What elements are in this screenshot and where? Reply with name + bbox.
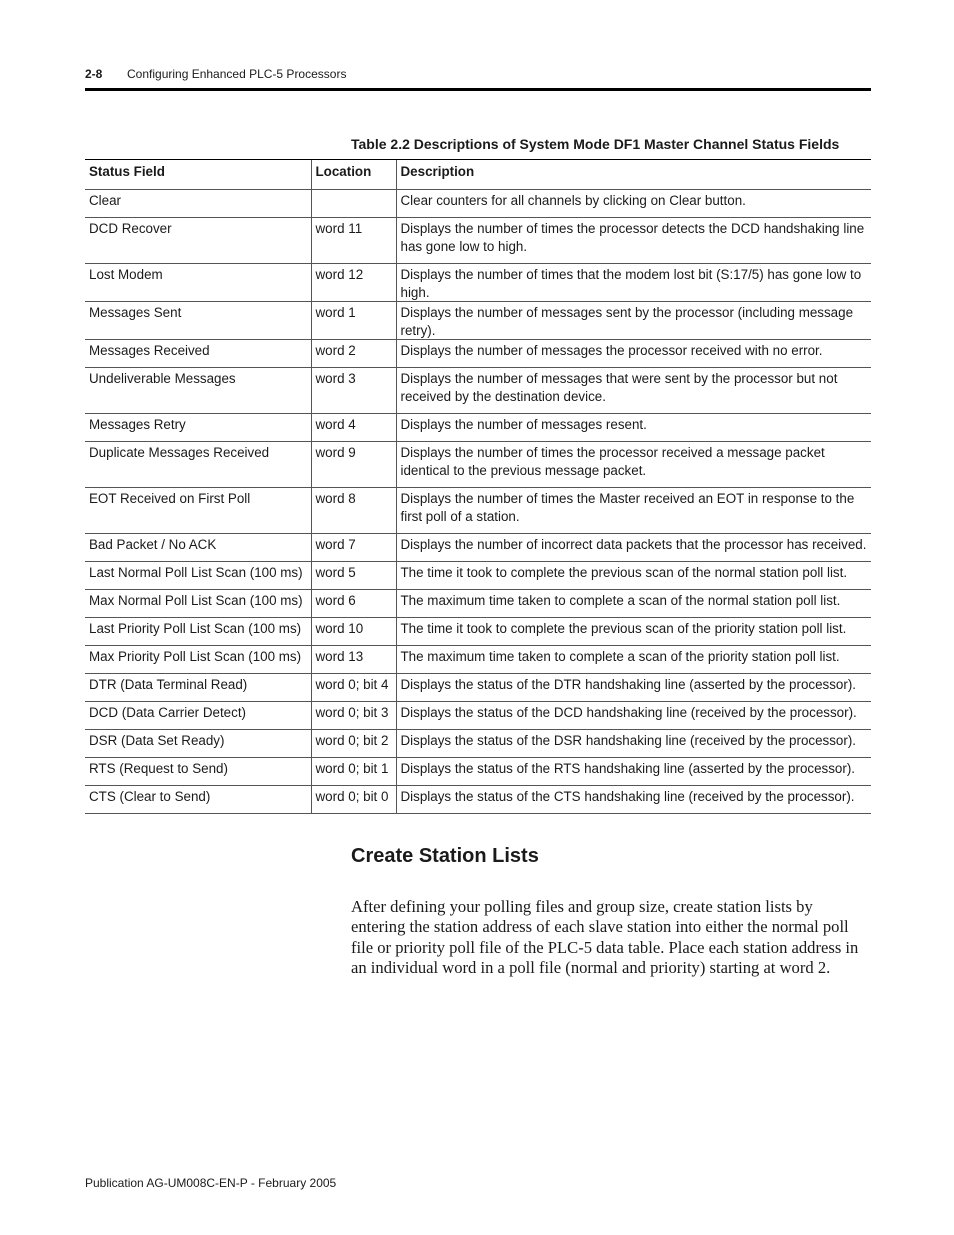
table-header-row [85,160,871,190]
description-cell: The maximum time taken to complete a scan of the normal station poll list. [396,590,871,618]
status-fields-table [85,159,871,814]
location-cell: word 0; bit 0 [311,786,396,814]
table-row [85,488,871,534]
table-row [85,442,871,488]
location-cell: word 0; bit 1 [311,758,396,786]
body-paragraph: After defining your polling files and group size, create station lists by entering the station address of each slave station into either the normal poll file or priority poll file of the PLC-5 data table. Place each station address in an individual word in a poll file (normal and priority) starting at word 2. [351,897,859,977]
table-row [85,302,871,340]
description-cell: The time it took to complete the previous scan of the priority station poll list. [396,618,871,646]
location-cell: word 11 [311,218,396,264]
status-field-cell: Last Normal Poll List Scan (100 ms) [85,562,311,590]
description-cell: Displays the number of incorrect data packets that the processor has received. [396,534,871,562]
table-row [85,264,871,302]
column-header-location: Location [311,160,396,190]
column-header-description: Description [396,160,871,190]
page-footer: Publication AG-UM008C-EN-P - February 2005 [85,1176,337,1190]
status-field-cell: Last Priority Poll List Scan (100 ms) [85,618,311,646]
table-row [85,618,871,646]
description-cell: Displays the number of messages that were sent by the processor but not received by the destination device. [396,368,871,414]
description-cell: Displays the number of messages the processor received with no error. [396,340,871,368]
table-row [85,562,871,590]
location-cell: word 1 [311,302,396,340]
description-cell: Displays the status of the DSR handshaking line (received by the processor). [396,730,871,758]
description-cell: Displays the number of times the processor detects the DCD handshaking line has gone low to high. [396,218,871,264]
table-row [85,218,871,264]
description-cell: Displays the number of times the Master received an EOT in response to the first poll of a station. [396,488,871,534]
description-cell: The maximum time taken to complete a scan of the priority station poll list. [396,646,871,674]
chapter-title: Configuring Enhanced PLC-5 Processors [127,67,347,81]
description-cell: Displays the status of the DTR handshaking line (asserted by the processor). [396,674,871,702]
location-cell: word 0; bit 3 [311,702,396,730]
section-heading: Create Station Lists [351,845,539,867]
table-row [85,646,871,674]
description-cell: Displays the status of the RTS handshaking line (asserted by the processor). [396,758,871,786]
location-cell: word 12 [311,264,396,302]
table-row [85,190,871,218]
status-field-cell: DCD (Data Carrier Detect) [85,702,311,730]
table-row [85,590,871,618]
location-cell: word 8 [311,488,396,534]
table-caption: Table 2.2 Descriptions of System Mode DF1 Master Channel Status Fields [351,136,840,152]
location-cell: word 13 [311,646,396,674]
status-field-cell: Max Priority Poll List Scan (100 ms) [85,646,311,674]
table-row [85,534,871,562]
table-row [85,702,871,730]
location-cell: word 2 [311,340,396,368]
status-field-cell: DTR (Data Terminal Read) [85,674,311,702]
table-row [85,758,871,786]
page-number: 2-8 [85,67,103,81]
header-rule [85,88,871,91]
table-row [85,730,871,758]
status-field-cell: DSR (Data Set Ready) [85,730,311,758]
description-cell: Displays the status of the DCD handshaking line (received by the processor). [396,702,871,730]
location-cell: word 5 [311,562,396,590]
page-header [85,66,871,84]
status-field-cell: EOT Received on First Poll [85,488,311,534]
column-header-status-field: Status Field [85,160,311,190]
description-cell: Displays the number of times the processor received a message packet identical to the previous message packet. [396,442,871,488]
status-field-cell: Undeliverable Messages [85,368,311,414]
status-field-cell: Max Normal Poll List Scan (100 ms) [85,590,311,618]
status-field-cell: Duplicate Messages Received [85,442,311,488]
status-field-cell: Lost Modem [85,264,311,302]
status-field-cell: Messages Received [85,340,311,368]
description-cell: Displays the status of the CTS handshaking line (received by the processor). [396,786,871,814]
location-cell: word 4 [311,414,396,442]
location-cell: word 3 [311,368,396,414]
description-cell: Clear counters for all channels by clicking on Clear button. [396,190,871,218]
status-field-cell: CTS (Clear to Send) [85,786,311,814]
table-row [85,414,871,442]
description-cell: Displays the number of messages resent. [396,414,871,442]
status-field-cell: Bad Packet / No ACK [85,534,311,562]
location-cell: word 6 [311,590,396,618]
description-cell: Displays the number of times that the modem lost bit (S:17/5) has gone low to high. [396,264,871,302]
table-row [85,674,871,702]
status-field-cell: Clear [85,190,311,218]
status-field-cell: Messages Retry [85,414,311,442]
location-cell: word 0; bit 2 [311,730,396,758]
table-row [85,368,871,414]
description-cell: Displays the number of messages sent by the processor (including message retry). [396,302,871,340]
status-field-cell: RTS (Request to Send) [85,758,311,786]
location-cell: word 9 [311,442,396,488]
location-cell: word 10 [311,618,396,646]
table-row [85,786,871,814]
status-field-cell: DCD Recover [85,218,311,264]
location-cell: word 0; bit 4 [311,674,396,702]
status-field-cell: Messages Sent [85,302,311,340]
description-cell: The time it took to complete the previous scan of the normal station poll list. [396,562,871,590]
location-cell: word 7 [311,534,396,562]
location-cell [311,190,396,218]
table-row [85,340,871,368]
